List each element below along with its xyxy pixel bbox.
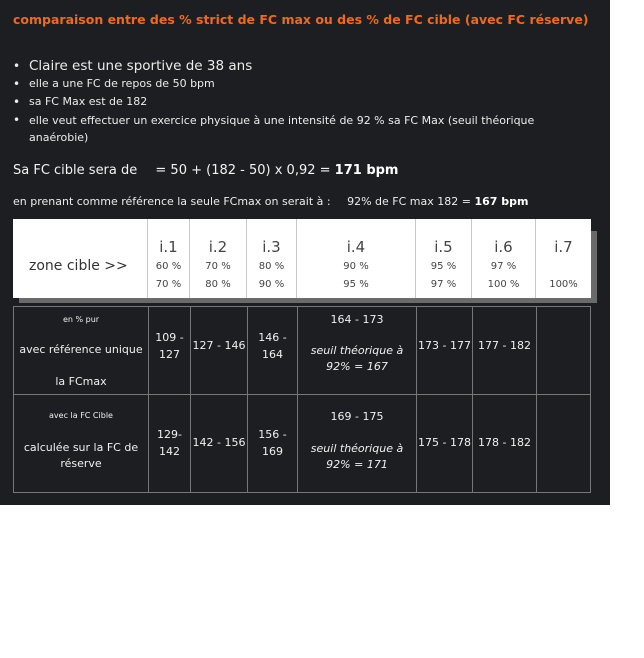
list-item-line: elle veut effectuer un exercice physique à une intensité de 92 % sa FC Max (seuil théorique — [29, 114, 535, 127]
cell-value: 169 - 175 — [330, 410, 384, 423]
cell-value: 142 - 156 — [192, 436, 246, 449]
row-header — [14, 307, 149, 394]
cible-label: Sa FC cible sera de — [13, 163, 138, 178]
zone-header-i1 — [148, 219, 190, 298]
zone-pct-high: 80 % — [205, 279, 231, 290]
list-item: • elle a une FC de repos de 50 bpm — [13, 75, 573, 93]
cell-value: 173 - 177 — [418, 339, 471, 352]
zone-pct-high: 90 % — [258, 279, 285, 290]
zone-pct-high: 100 % — [487, 279, 520, 290]
cell-value: 156 - — [258, 428, 287, 441]
cell-value: 177 - 182 — [478, 339, 531, 352]
cell-value: 175 - 178 — [418, 436, 471, 449]
table-cell — [191, 395, 248, 492]
cell-note: seuil théorique à — [310, 344, 404, 357]
zone-name: i.1 — [159, 238, 178, 256]
cell-value: 164 - 173 — [330, 313, 384, 326]
header-shadow — [591, 231, 597, 301]
table-cell — [473, 395, 537, 492]
table-row — [13, 306, 591, 395]
bullet-list — [13, 58, 573, 146]
cible-result: 171 bpm — [334, 163, 399, 178]
table-cell — [417, 395, 473, 492]
row-header-line: la FCmax — [55, 375, 107, 388]
reference-result: 167 bpm — [474, 195, 529, 208]
zone-label: zone cible >> — [29, 258, 128, 274]
zone-header-i7 — [536, 219, 591, 298]
zone-header-i3 — [247, 219, 297, 298]
table-cell — [298, 395, 417, 492]
cell-value: 164 — [262, 348, 283, 361]
cell-value: 127 - 146 — [192, 339, 246, 352]
zone-pct-high: 100% — [549, 279, 578, 290]
zone-pct-low: 97 % — [490, 261, 517, 272]
zone-header-i2 — [190, 219, 247, 298]
zone-name: i.7 — [554, 238, 573, 256]
zone-header — [13, 219, 591, 298]
cible-line — [13, 163, 398, 178]
table-cell — [417, 307, 473, 394]
list-item — [13, 112, 573, 146]
list-item-line: anaérobie) — [29, 131, 89, 144]
row-header-line: réserve — [60, 457, 102, 470]
cell-value: 127 — [159, 348, 180, 361]
cell-value: 129- — [157, 428, 182, 441]
cell-value: 109 - — [155, 331, 184, 344]
table-cell — [298, 307, 417, 394]
row-header — [14, 395, 149, 492]
zone-name: i.4 — [346, 238, 366, 256]
cell-note: 92% = 167 — [326, 360, 388, 373]
table-row — [13, 394, 591, 493]
zone-header-i6 — [472, 219, 536, 298]
zone-pct-high: 95 % — [343, 279, 369, 290]
table-cell — [149, 395, 191, 492]
list-item: • Claire est une sportive de 38 ans — [13, 58, 573, 75]
row-header-small: en % pur — [62, 315, 100, 324]
table-cell — [191, 307, 248, 394]
zone-pct-high: 97 % — [430, 279, 457, 290]
reference-formula: 92% de FC max 182 = — [347, 195, 471, 208]
cell-value: 142 — [159, 445, 180, 458]
zone-header-i4 — [297, 219, 416, 298]
reference-line — [13, 195, 528, 208]
table-cell — [537, 395, 590, 492]
table-cell — [473, 307, 537, 394]
zone-header-label-cell — [13, 219, 148, 298]
table-cell — [248, 395, 298, 492]
cell-value: 146 - — [258, 331, 287, 344]
zone-pct-low: 90 % — [343, 261, 369, 272]
cible-formula: = 50 + (182 - 50) x 0,92 = — [155, 163, 331, 178]
zone-pct-high: 70 % — [155, 279, 182, 290]
reference-label: en prenant comme référence la seule FCmax on serait à : — [13, 195, 331, 208]
cell-note: 92% = 171 — [326, 458, 388, 471]
row-header-line: avec référence unique — [19, 343, 143, 356]
page-title: comparaison entre des % strict de FC max ou des % de FC cible (avec FC réserve) — [13, 12, 589, 27]
zone-name: i.2 — [208, 238, 228, 256]
cell-value: 169 — [262, 445, 283, 458]
zone-name: i.6 — [494, 238, 513, 256]
zone-pct-low: 95 % — [430, 261, 457, 272]
cell-note: seuil théorique à — [310, 442, 404, 455]
zone-pct-low: 80 % — [258, 261, 285, 272]
row-header-small: avec la FC Cible — [49, 411, 113, 420]
table-cell — [537, 307, 590, 394]
zone-header-i5 — [416, 219, 472, 298]
header-shadow — [19, 298, 597, 303]
table-cell — [149, 307, 191, 394]
zone-name: i.3 — [262, 238, 281, 256]
cell-value: 178 - 182 — [478, 436, 531, 449]
row-header-line: calculée sur la FC de — [23, 441, 139, 454]
zone-name: i.5 — [434, 238, 453, 256]
zone-pct-low: 60 % — [155, 261, 182, 272]
list-item: • sa FC Max est de 182 — [13, 93, 573, 111]
zone-pct-low: 70 % — [205, 261, 231, 272]
table-cell — [248, 307, 298, 394]
